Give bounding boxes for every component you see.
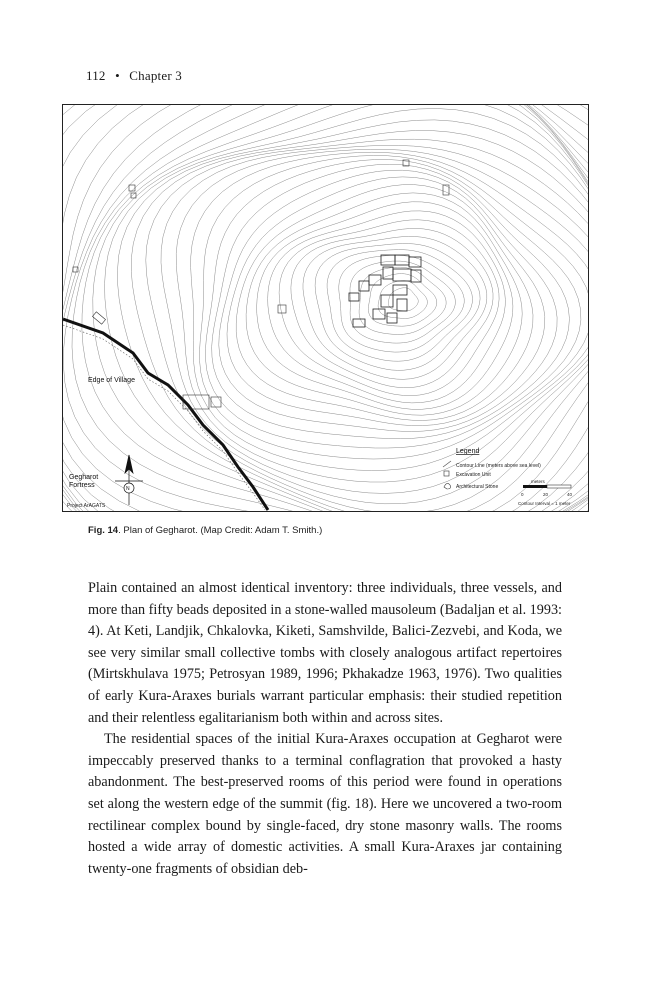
excavation-unit (353, 319, 365, 327)
tomb-feature (92, 312, 105, 324)
legend-contour-label: Contour Line (meters above sea level) (456, 463, 541, 469)
contour-line (63, 105, 588, 511)
contour-line (339, 255, 464, 352)
excavation-unit (359, 281, 369, 291)
contour-line (378, 281, 427, 319)
legend-excavation-symbol (444, 471, 449, 476)
paragraph-2: The residential spaces of the initial Kura-Araxes occupation at Gegharot were impeccably preserved thanks to a terminal conflagration that provoked a hasty abandonment. The best-preserved rooms of this period were found in operations set along the western edge of the summit (fig. 18). Here we uncovered a two-room rectilinear complex bound by single-faced, dry stone masonry walls. The rooms hosted a wide array of domestic activities. A small Kura-Araxes jar containing twenty-one fragments of obsidian deb- (88, 731, 562, 877)
project-credit: Project ArAGATS (67, 503, 106, 509)
excavation-unit (397, 299, 407, 311)
scale-bar-black (523, 485, 547, 488)
legend-stone-label: Architectural Stone (456, 484, 499, 490)
page-number: 112 (86, 68, 106, 83)
excavation-unit (395, 255, 409, 265)
chapter-title: Chapter 3 (129, 68, 182, 83)
scale-title: meters (531, 479, 545, 484)
contour-line (350, 261, 455, 343)
excavation-unit (393, 269, 411, 281)
paragraph-1: Plain contained an almost identical inventory: three individuals, three vessels, and more than fifty beads deposited in a stone-walled mausoleum (Badaljan et al. 1993: 4). At Keti, Landjik, Chkalovka, Kiketi, Samshvilde, Balici-Zezvebi, and Koda, we see very similar small collective tombs with closely analogous artifact repertoires (Mirtskhulava 1975; Petrosyan 1989, 1996; Pkhakadze 1963, 1976). Two qualities of early Kura-Araxes burials warrant particular emphasis: their studied repetition and their relentless egalitarianism both within and across sites. (88, 580, 562, 726)
contour-line (63, 105, 588, 511)
running-header (86, 68, 182, 84)
contour-line (63, 105, 588, 511)
edge-of-village-label: Edge of Village (88, 377, 135, 384)
tomb-feature (129, 185, 135, 191)
fortress-label-2: Fortress (69, 482, 95, 489)
figure-caption-text: . Plan of Gegharot. (Map Credit: Adam T. Smith.) (118, 525, 323, 536)
contour-line (63, 105, 588, 511)
tomb-feature (443, 185, 449, 195)
contour-map (63, 105, 588, 511)
figure-caption (88, 525, 322, 536)
contour-line (63, 105, 588, 511)
scale-bar-white (547, 485, 571, 488)
contour-line (118, 120, 589, 511)
excavation-unit (381, 295, 393, 307)
legend-excavation-label: Excavation Unit (456, 472, 491, 478)
contour-line (279, 220, 499, 396)
figure-number: Fig. 14 (88, 525, 119, 536)
header-separator: • (115, 68, 120, 83)
contour-line (63, 105, 588, 511)
scale-0: 0 (521, 492, 524, 497)
contour-line (257, 202, 513, 409)
contour-line (315, 244, 480, 371)
contour-line (246, 193, 522, 415)
legend-contour-symbol (443, 461, 451, 467)
site-plan-map (62, 104, 589, 512)
legend-title: Legend (456, 448, 480, 455)
scale-40: 40 (567, 492, 573, 497)
contour-line (200, 156, 588, 460)
tomb-feature (211, 397, 221, 407)
legend-stone-symbol (444, 483, 451, 489)
excavation-unit (381, 255, 395, 265)
summit-excavation-units (349, 255, 421, 327)
scale-20: 20 (543, 492, 549, 497)
contour-interval: Contour Interval = 1 meter (518, 501, 571, 506)
contour-lines (63, 105, 588, 511)
contour-line (212, 164, 570, 438)
contour-line (191, 152, 588, 470)
body-text (88, 578, 562, 880)
contour-line (63, 105, 588, 511)
contour-line (63, 105, 588, 511)
tomb-feature (278, 305, 286, 313)
contour-line (63, 105, 588, 511)
fortress-label-1: Gegharot (69, 474, 99, 481)
contour-line (63, 105, 588, 511)
excavation-unit (393, 285, 407, 295)
contour-line (93, 105, 588, 511)
contour-line (63, 105, 588, 511)
contour-line (359, 267, 446, 334)
excavation-unit (409, 257, 421, 267)
contour-line (63, 105, 588, 511)
north-label: N (126, 486, 130, 492)
contour-line (82, 105, 588, 511)
